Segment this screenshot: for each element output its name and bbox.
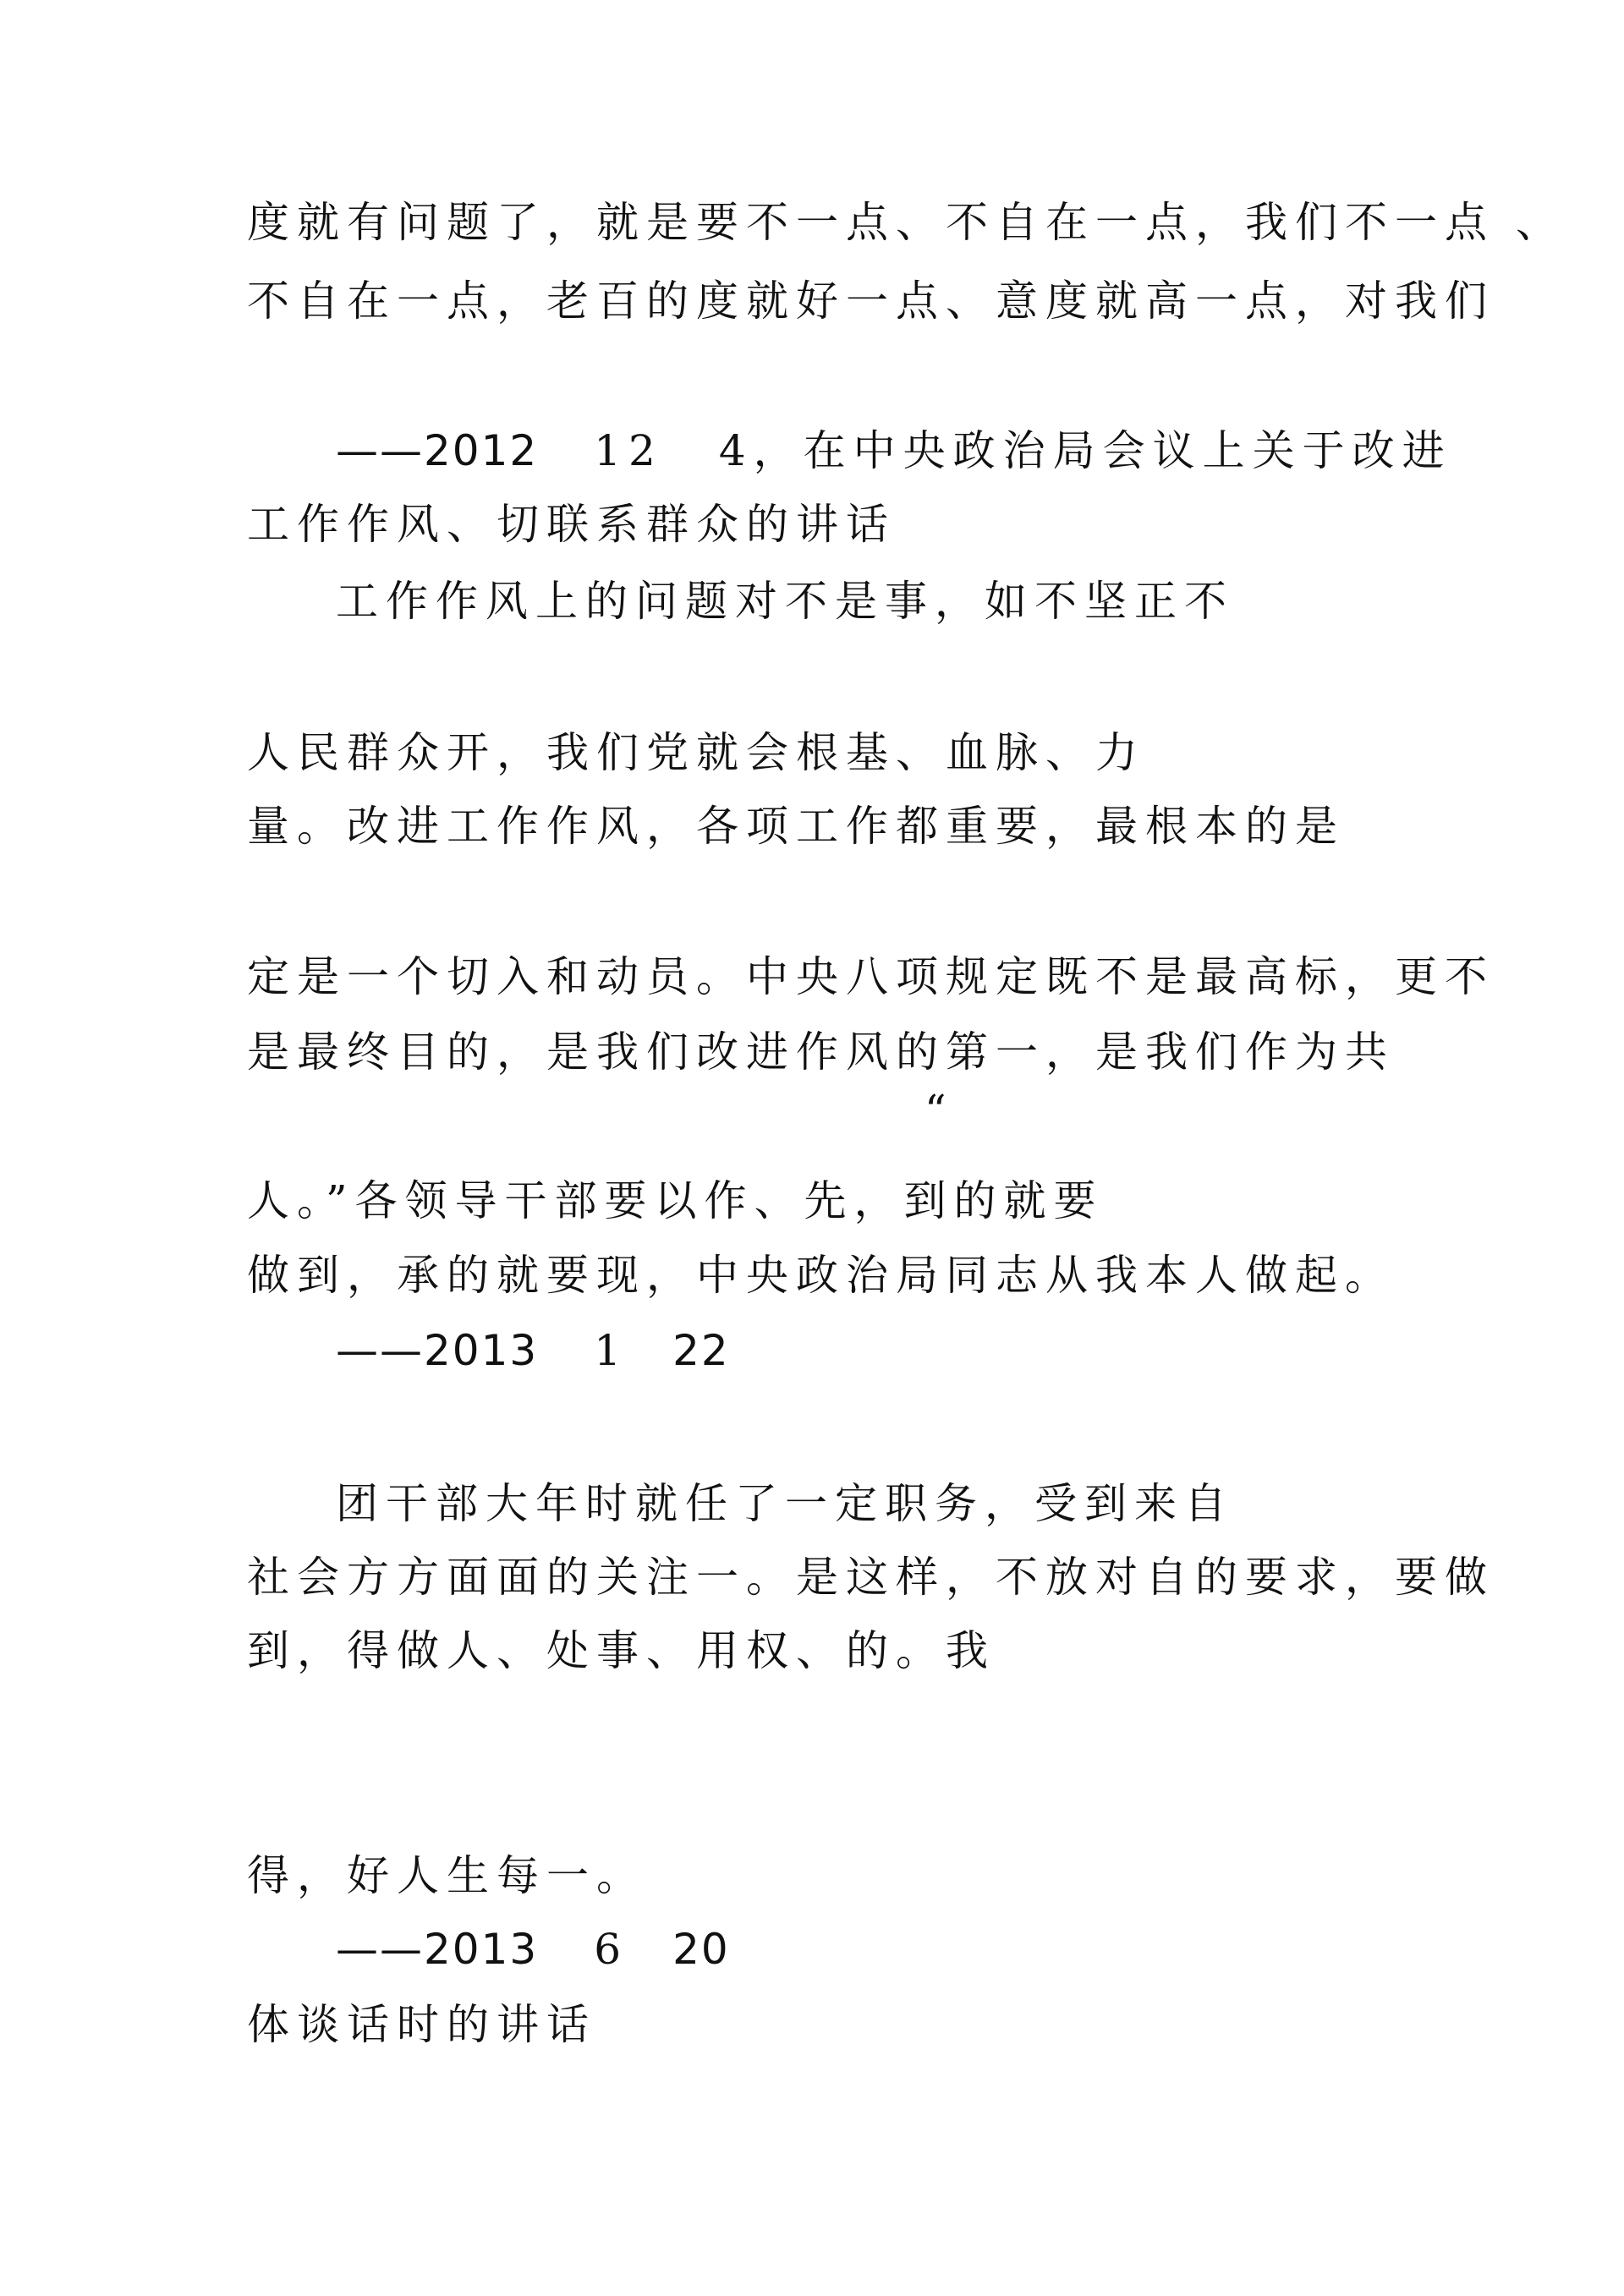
- citation-line: [336, 1325, 730, 1376]
- text-line: 团干部大年时就任了一定职务，受到来自: [336, 1479, 1234, 1528]
- citation-day: 20: [672, 1925, 730, 1974]
- citation-day: 22: [672, 1326, 730, 1375]
- text-line: 是最终目的，是我们改进作风的第一，是我们作为共: [247, 1027, 1395, 1077]
- text-line: 不自在一点，老百的度就好一点、意度就高一点，对我们: [247, 277, 1495, 326]
- text-line: 度就有问题了，就是要不一点、不自在一点，我们不一点 、: [247, 198, 1566, 247]
- text-line: 人。”各领导干部要以作、先，到的就要: [247, 1176, 1104, 1225]
- citation-line: [336, 1924, 730, 1975]
- text-line: 定是一个切入和动员。中央八项规定既不是最高标，更不: [247, 952, 1495, 1001]
- citation-year: ——2012: [336, 426, 539, 475]
- citation-year: ——2013: [336, 1326, 539, 1375]
- citation-text: 4，在中央政治局会议上关于改进: [718, 426, 1452, 475]
- citation-month: 12: [594, 426, 663, 475]
- citation-line: [336, 425, 1452, 476]
- text-line: 人民群众开，我们党就会根基、血脉、力: [247, 728, 1145, 777]
- text-line: 工作作风、切联系群众的讲话: [247, 500, 896, 549]
- text-line: 量。改进工作作风，各项工作都重要，最根本的是: [247, 802, 1345, 851]
- text-line: 到，得做人、处事、用权、的。我: [247, 1626, 996, 1675]
- quote-mark: “: [924, 1086, 946, 1135]
- text-line: 工作作风上的问题对不是事，如不坚正不: [336, 577, 1234, 626]
- citation-month: 6: [594, 1925, 629, 1974]
- text-line: 社会方方面面的关注一。是这样，不放对自的要求，要做: [247, 1553, 1495, 1602]
- citation-month: 1: [594, 1326, 629, 1375]
- citation-year: ——2013: [336, 1925, 539, 1974]
- text-line: 得，好人生每一。: [247, 1851, 646, 1900]
- text-line: 体谈话时的讲话: [247, 2000, 596, 2049]
- text-line: 做到，承的就要现，中央政治局同志从我本人做起。: [247, 1251, 1395, 1300]
